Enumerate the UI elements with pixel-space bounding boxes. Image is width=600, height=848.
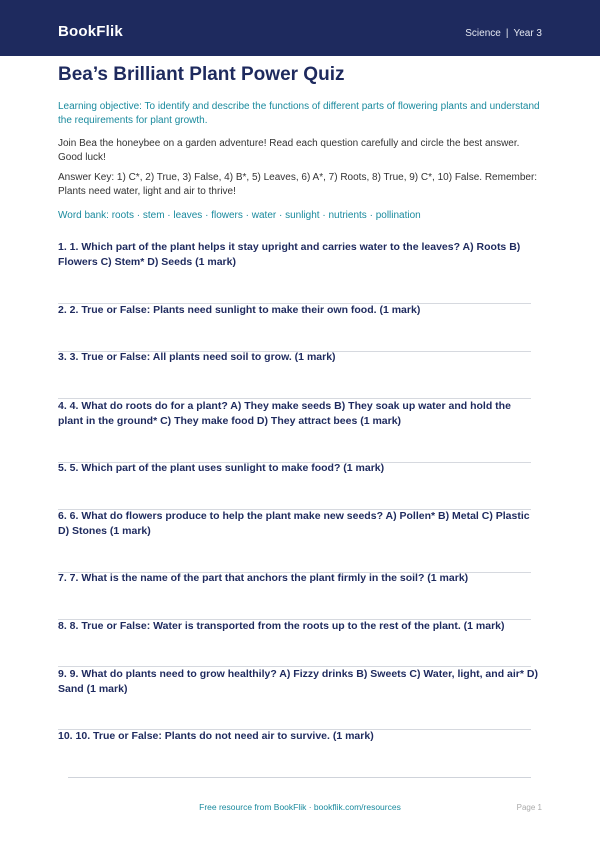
question-3: 3. 3. True or False: All plants need soil to grow. (1 mark) <box>58 351 336 363</box>
question-8: 8. 8. True or False: Water is transported from the roots up to the rest of the plant. (1 mark) <box>58 620 505 632</box>
brand-logo[interactable]: BookFlik <box>58 23 123 40</box>
page-title: Bea’s Brilliant Plant Power Quiz <box>58 64 345 85</box>
footer-link[interactable]: Free resource from BookFlik · bookflik.com/resources <box>199 802 401 812</box>
footer-divider <box>68 777 531 778</box>
subject-label: Science <box>465 28 501 39</box>
question-1: 1. 1. Which part of the plant helps it stay upright and carries water to the leaves? A) Roots B) Flowers C) Stem* D) Seeds (1 mark) <box>58 241 521 268</box>
question-6: 6. 6. What do flowers produce to help the plant make new seeds? A) Pollen* B) Metal C) Plastic D) Stones (1 mark) <box>58 510 530 537</box>
question-9: 9. 9. What do plants need to grow healthily? A) Fizzy drinks B) Sweets C) Water, light, and air* D) Sand (1 mark) <box>58 668 538 695</box>
learning-objective: Learning objective: To identify and describe the functions of different parts of flowering plants and understand the requirements for plant growth. <box>58 101 540 126</box>
question-2: 2. 2. True or False: Plants need sunlight to make their own food. (1 mark) <box>58 304 421 316</box>
question-4: 4. 4. What do roots do for a plant? A) They make seeds B) They soak up water and hold the plant in the ground* C) They make food D) They attract bees (1 mark) <box>58 400 511 427</box>
question-5: 5. 5. Which part of the plant uses sunlight to make food? (1 mark) <box>58 462 385 474</box>
answer-key: Answer Key: 1) C*, 2) True, 3) False, 4) B*, 5) Leaves, 6) A*, 7) Roots, 8) True, 9) C*, 10) False. Remember: Plants need water, light and air to thrive! <box>58 172 538 197</box>
header-meta <box>465 28 542 39</box>
question-7: 7. 7. What is the name of the part that anchors the plant firmly in the soil? (1 mark) <box>58 572 469 584</box>
intro-text: Join Bea the honeybee on a garden adventure! Read each question carefully and circle the best answer. Good luck! <box>58 138 520 163</box>
word-bank: Word bank: roots · stem · leaves · flowers · water · sunlight · nutrients · pollination <box>58 210 421 221</box>
header-bar <box>0 0 600 56</box>
meta-separator: | <box>505 28 509 39</box>
page-number: Page 1 <box>516 803 542 812</box>
question-10: 10. 10. True or False: Plants do not need air to survive. (1 mark) <box>58 730 374 742</box>
year-label: Year 3 <box>513 28 542 39</box>
